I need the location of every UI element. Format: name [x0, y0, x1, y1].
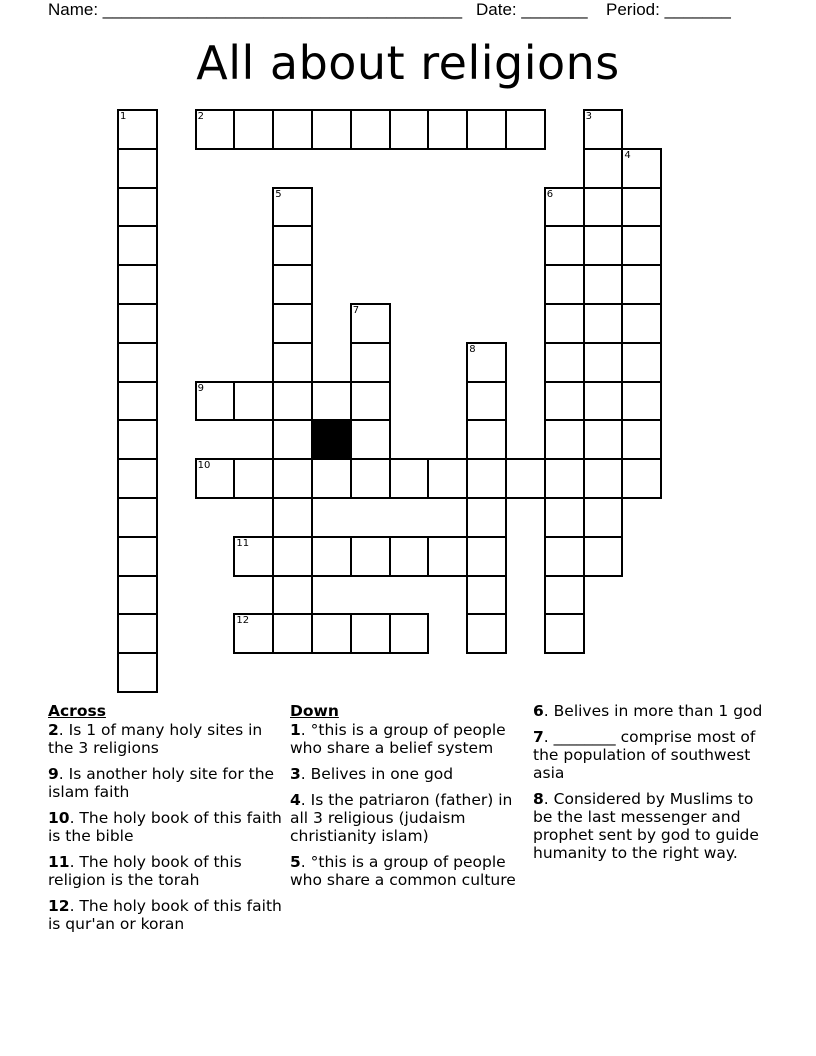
clue-number: 3 — [585, 111, 592, 122]
clue-text: . Belives in one god — [300, 765, 454, 783]
crossword-cell[interactable] — [621, 187, 662, 228]
crossword-cell[interactable] — [311, 613, 352, 654]
crossword-cell[interactable] — [544, 458, 585, 499]
crossword-cell[interactable] — [621, 419, 662, 460]
crossword-cell[interactable] — [389, 613, 430, 654]
crossword-cell[interactable] — [117, 342, 158, 383]
crossword-cell[interactable] — [195, 458, 236, 499]
crossword-cell[interactable] — [350, 381, 391, 422]
crossword-cell[interactable] — [272, 536, 313, 577]
crossword-cell[interactable] — [272, 303, 313, 344]
crossword-cell[interactable] — [233, 109, 274, 150]
crossword-cell[interactable] — [544, 303, 585, 344]
crossword-cell[interactable] — [621, 225, 662, 266]
crossword-cell[interactable] — [621, 148, 662, 189]
crossword-cell[interactable] — [427, 109, 468, 150]
crossword-cell[interactable] — [350, 458, 391, 499]
crossword-cell[interactable] — [117, 225, 158, 266]
page-title: All about religions — [196, 36, 620, 90]
crossword-cell[interactable] — [583, 148, 624, 189]
date-field-label[interactable]: Date: _______ — [476, 0, 588, 19]
across-clue — [48, 897, 283, 933]
crossword-cell[interactable] — [350, 536, 391, 577]
clue-number: 5 — [290, 853, 301, 871]
crossword-cell[interactable] — [466, 419, 507, 460]
clue-number: 12 — [48, 897, 70, 915]
crossword-cell[interactable] — [272, 497, 313, 538]
clue-number: 1 — [290, 721, 301, 739]
period-field-label[interactable]: Period: _______ — [606, 0, 731, 19]
crossword-cell[interactable] — [466, 613, 507, 654]
crossword-cell[interactable] — [505, 458, 546, 499]
crossword-cell[interactable] — [311, 109, 352, 150]
clue-text: . Is the patriaron (father) in all 3 religious (judaism christianity islam) — [290, 791, 513, 845]
clue-text: . The holy book of this faith is the bible — [48, 809, 282, 845]
down-clues-col1 — [290, 702, 530, 897]
crossword-cell[interactable] — [583, 225, 624, 266]
crossword-cell[interactable] — [544, 381, 585, 422]
crossword-cell[interactable] — [389, 536, 430, 577]
crossword-cell[interactable] — [544, 187, 585, 228]
crossword-cell[interactable] — [544, 342, 585, 383]
clue-number: 2 — [197, 111, 204, 122]
across-clues — [48, 702, 283, 941]
crossword-cell[interactable] — [505, 109, 546, 150]
clue-number: 5 — [275, 188, 282, 200]
crossword-cell[interactable] — [117, 303, 158, 344]
crossword-cell[interactable] — [466, 342, 507, 383]
crossword-cell[interactable] — [350, 109, 391, 150]
crossword-cell[interactable] — [233, 536, 274, 577]
clue-text: . °this is a group of people who share a belief system — [290, 721, 506, 757]
crossword-cell[interactable] — [466, 458, 507, 499]
clue-text: . Considered by Muslims to be the last messenger and prophet sent by god to guide humanity to the right way. — [533, 790, 759, 862]
clue-number: 7 — [352, 305, 360, 316]
crossword-cell[interactable] — [311, 381, 352, 422]
crossword-cell[interactable] — [272, 613, 313, 654]
crossword-cell[interactable] — [544, 575, 585, 616]
crossword-cell[interactable] — [389, 109, 430, 150]
crossword-cell[interactable] — [117, 575, 158, 616]
clue-number: 1 — [120, 111, 127, 122]
down-clue — [533, 702, 768, 720]
crossword-cell[interactable] — [311, 458, 352, 499]
clue-text: . Is another holy site for the islam faith — [48, 765, 275, 801]
crossword-cell[interactable] — [583, 303, 624, 344]
clue-text: . Belives in more than 1 god — [543, 702, 763, 720]
down-clue — [533, 790, 768, 862]
crossword-cell[interactable] — [117, 381, 158, 422]
crossword-cell[interactable] — [466, 536, 507, 577]
down-clue — [290, 721, 530, 757]
clue-number: 10 — [197, 460, 211, 472]
crossword-cell[interactable] — [311, 536, 352, 577]
crossword-cell[interactable] — [350, 342, 391, 383]
clue-number: 7 — [533, 728, 544, 746]
clue-number: 3 — [290, 765, 301, 783]
crossword-cell[interactable] — [583, 264, 624, 305]
crossword-cell[interactable] — [272, 575, 313, 616]
crossword-cell[interactable] — [583, 381, 624, 422]
crossword-cell[interactable] — [583, 458, 624, 499]
crossword-cell[interactable] — [583, 536, 624, 577]
crossword-cell[interactable] — [117, 613, 158, 654]
crossword-cell[interactable] — [272, 458, 313, 499]
crossword-cell[interactable] — [233, 381, 274, 422]
crossword-cell[interactable] — [272, 419, 313, 460]
down-heading: Down — [290, 702, 339, 720]
clue-number: 6 — [546, 188, 554, 200]
clue-number: 4 — [290, 791, 301, 809]
black-cell — [311, 419, 352, 460]
crossword-cell[interactable] — [583, 342, 624, 383]
clue-number: 6 — [533, 702, 544, 720]
crossword-cell[interactable] — [117, 419, 158, 460]
clue-number: 9 — [48, 765, 59, 783]
across-clue — [48, 721, 283, 757]
crossword-cell[interactable] — [389, 458, 430, 499]
crossword-cell[interactable] — [350, 303, 391, 344]
clue-text: . ________ comprise most of the population of southwest asia — [533, 728, 756, 782]
crossword-cell[interactable] — [544, 419, 585, 460]
crossword-cell[interactable] — [272, 225, 313, 266]
clue-text: . The holy book of this religion is the torah — [48, 853, 242, 889]
clue-number: 11 — [48, 853, 70, 871]
crossword-cell[interactable] — [583, 109, 624, 150]
crossword-cell[interactable] — [466, 109, 507, 150]
clue-number: 8 — [469, 343, 476, 355]
crossword-cell[interactable] — [195, 109, 236, 150]
clue-number: 11 — [236, 537, 250, 549]
crossword-cell[interactable] — [233, 613, 274, 654]
crossword-cell[interactable] — [544, 225, 585, 266]
crossword-cell[interactable] — [544, 264, 585, 305]
crossword-cell[interactable] — [350, 613, 391, 654]
down-clue — [533, 728, 768, 782]
crossword-cell[interactable] — [117, 458, 158, 499]
crossword-cell[interactable] — [427, 458, 468, 499]
clue-number: 2 — [48, 721, 59, 739]
clue-number: 12 — [236, 615, 250, 627]
down-clue — [290, 765, 530, 783]
crossword-cell[interactable] — [621, 342, 662, 383]
crossword-cell[interactable] — [195, 381, 236, 422]
clue-text: . The holy book of this faith is qur'an or koran — [48, 897, 282, 933]
down-clue — [290, 853, 530, 889]
crossword-cell[interactable] — [544, 497, 585, 538]
crossword-cell[interactable] — [350, 419, 391, 460]
crossword-cell[interactable] — [117, 536, 158, 577]
crossword-cell[interactable] — [117, 652, 158, 693]
crossword-cell[interactable] — [621, 303, 662, 344]
clue-number: 4 — [624, 149, 631, 161]
clue-number: 10 — [48, 809, 70, 827]
crossword-cell[interactable] — [466, 497, 507, 538]
crossword-cell[interactable] — [272, 187, 313, 228]
crossword-cell[interactable] — [272, 381, 313, 422]
clue-text: . Is 1 of many holy sites in the 3 religions — [48, 721, 263, 757]
crossword-cell[interactable] — [621, 458, 662, 499]
crossword-cell[interactable] — [466, 381, 507, 422]
crossword-cell[interactable] — [621, 264, 662, 305]
crossword-cell[interactable] — [466, 575, 507, 616]
across-heading: Across — [48, 702, 106, 720]
crossword-cell[interactable] — [583, 419, 624, 460]
across-clue — [48, 809, 283, 845]
name-field-label[interactable]: Name: ______________________________________ — [48, 0, 463, 19]
crossword-cell[interactable] — [272, 342, 313, 383]
down-clues-col2 — [533, 702, 768, 870]
across-clue — [48, 853, 283, 889]
clue-number: 8 — [533, 790, 544, 808]
crossword-cell[interactable] — [233, 458, 274, 499]
crossword-cell[interactable] — [117, 187, 158, 228]
crossword-cell[interactable] — [117, 264, 158, 305]
crossword-cell[interactable] — [544, 536, 585, 577]
crossword-cell[interactable] — [272, 264, 313, 305]
down-clue — [290, 791, 530, 845]
crossword-cell[interactable] — [117, 109, 158, 150]
across-clue — [48, 765, 283, 801]
crossword-cell[interactable] — [117, 497, 158, 538]
crossword-cell[interactable] — [544, 613, 585, 654]
crossword-cell[interactable] — [621, 381, 662, 422]
clue-text: . °this is a group of people who share a common culture — [290, 853, 516, 889]
crossword-cell[interactable] — [427, 536, 468, 577]
crossword-cell[interactable] — [583, 187, 624, 228]
crossword-cell[interactable] — [117, 148, 158, 189]
clue-number: 9 — [197, 382, 204, 394]
crossword-cell[interactable] — [272, 109, 313, 150]
crossword-cell[interactable] — [583, 497, 624, 538]
